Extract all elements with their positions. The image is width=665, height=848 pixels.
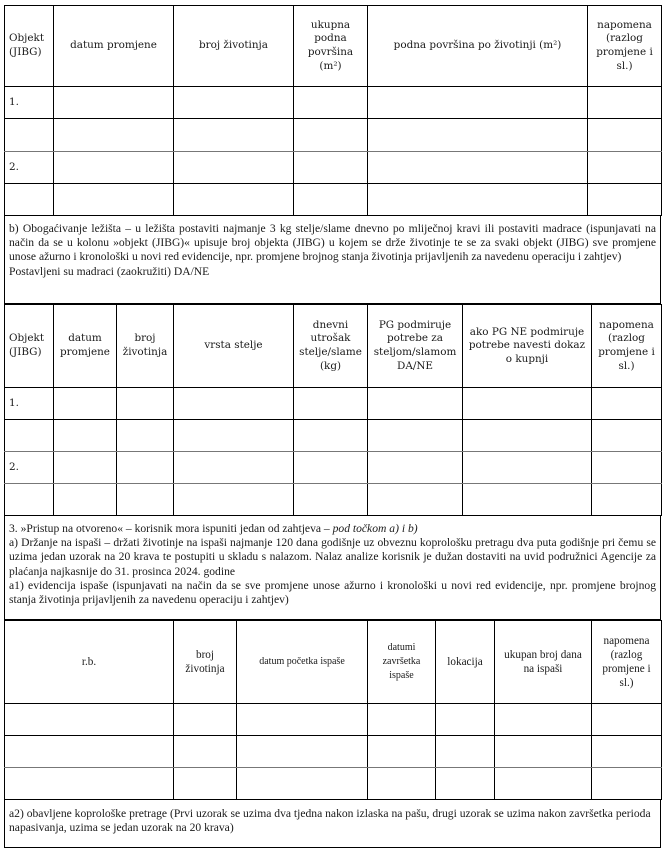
input-cell[interactable] [436, 736, 495, 768]
input-cell[interactable] [54, 151, 174, 183]
col-header-total-floor-area: ukupna podna površina (m²) [294, 6, 368, 87]
input-cell[interactable] [54, 484, 117, 516]
input-cell[interactable] [588, 87, 662, 119]
input-cell[interactable] [368, 452, 463, 484]
section-3a1-grazing-records-text: a1) evidencija ispaše (ispunjavati na način da se sve promjene unose ažurno i kronološki u novi red evidencije, npr. promjene brojnog stanja životinja prijavljenih za navedenu operaciju i zahtjev) [9, 578, 656, 607]
input-cell[interactable] [592, 768, 662, 800]
table-header-row [5, 6, 662, 87]
row-label [5, 484, 54, 516]
table-row [5, 119, 662, 151]
col-header-object: Objekt (JIBG) [5, 6, 54, 87]
input-cell[interactable] [495, 736, 592, 768]
table-row [5, 388, 662, 420]
input-cell[interactable] [174, 484, 294, 516]
col-header-note: napomena (razlog promjene i sl.) [592, 621, 662, 704]
input-cell[interactable] [294, 420, 368, 452]
input-cell[interactable] [174, 87, 294, 119]
input-cell[interactable] [174, 119, 294, 151]
col-header-floor-area-per-animal: podna površina po životinji (m²) [368, 6, 588, 87]
input-cell[interactable] [592, 736, 662, 768]
input-cell[interactable] [368, 484, 463, 516]
input-cell[interactable] [592, 420, 662, 452]
input-cell[interactable] [588, 183, 662, 215]
input-cell[interactable] [237, 768, 368, 800]
input-cell[interactable] [495, 704, 592, 736]
section-a2-coprology-text [4, 800, 661, 848]
table-row [5, 484, 662, 516]
input-cell[interactable] [368, 183, 588, 215]
input-cell[interactable] [174, 736, 237, 768]
input-cell[interactable] [294, 87, 368, 119]
col-header-daily-bedding-use: dnevni utrošak stelje/slame (kg) [294, 305, 368, 388]
input-cell[interactable] [463, 452, 592, 484]
form-page [4, 5, 661, 848]
col-header-grazing-end-dates: datumi završetka ispaše [368, 621, 436, 704]
input-cell[interactable] [294, 484, 368, 516]
col-header-animal-count: broj životinja [174, 621, 237, 704]
input-cell[interactable] [436, 768, 495, 800]
row-label[interactable] [5, 704, 174, 736]
input-cell[interactable] [495, 768, 592, 800]
input-cell[interactable] [174, 388, 294, 420]
section-3-title-plain: 3. »Pristup na otvoreno« – korisnik mora ispuniti jedan od zahtjeva – [9, 522, 333, 535]
input-cell[interactable] [117, 484, 174, 516]
col-header-change-date: datum promjene [54, 305, 117, 388]
input-cell[interactable] [54, 183, 174, 215]
table-row [5, 183, 662, 215]
input-cell[interactable] [294, 452, 368, 484]
floor-area-table [4, 5, 662, 216]
row-label [5, 183, 54, 215]
input-cell[interactable] [237, 736, 368, 768]
row-label[interactable] [5, 768, 174, 800]
input-cell[interactable] [117, 388, 174, 420]
input-cell[interactable] [174, 452, 294, 484]
table-row [5, 768, 662, 800]
grazing-records-table [4, 620, 662, 800]
table-header-row [5, 305, 662, 388]
row-label [5, 119, 54, 151]
input-cell[interactable] [294, 151, 368, 183]
row-label [5, 420, 54, 452]
table-row [5, 736, 662, 768]
bedding-table [4, 304, 662, 516]
input-cell[interactable] [368, 736, 436, 768]
section-3-title [9, 522, 656, 536]
section-3a-grazing-text: a) Držanje na ispaši – držati životinje na ispaši najmanje 120 dana godišnje uz obveznu koprološku pretragu dva puta godišnje pri čemu se uzima jedan uzorak na 20 krava te postupiti u skladu s nalazom. Nalaz analize korisnik je dužan dostaviti na uvid podružnici Agencije za plaćanja najkasnije do 31. prosinca 2024. godine [9, 536, 656, 578]
input-cell[interactable] [54, 420, 117, 452]
input-cell[interactable] [174, 420, 294, 452]
input-cell[interactable] [592, 452, 662, 484]
col-header-serial-number: r.b. [5, 621, 174, 704]
col-header-location: lokacija [436, 621, 495, 704]
mattress-question[interactable]: Postavljeni su madraci (zaokružiti) DA/NE [9, 264, 210, 278]
row-label: 1. [5, 87, 54, 119]
col-header-note: napomena (razlog promjene i sl.) [588, 6, 662, 87]
col-header-object: Objekt (JIBG) [5, 305, 54, 388]
input-cell[interactable] [588, 119, 662, 151]
col-header-animal-count: broj životinja [117, 305, 174, 388]
input-cell[interactable] [592, 388, 662, 420]
section-a2-description: a2) obavljene koprološke pretrage (Prvi uzorak se uzima dva tjedna nakon izlaska na pašu, drugi uzorak se uzima nakon završetka perioda napasivanja, uzima se jedan uzorak na 20 krava) [9, 807, 651, 835]
input-cell[interactable] [237, 704, 368, 736]
row-label[interactable] [5, 736, 174, 768]
col-header-self-supplied: PG podmiruje potrebe za steljom/slamom DA/NE [368, 305, 463, 388]
section-b-description: b) Obogaćivanje ležišta – u ležišta postaviti najmanje 3 kg stelje/slame dnevno po mliječnoj kravi ili postaviti madrace (ispunjavati na način da se u kolonu »objekt (JIBG)« upisuje broj objekta (JIBG) u kojem se drže životinje te se za svaki objekt (JIBG) sve promjene unose ažurno i kronološki u novi red evidencije, npr. promjene brojnog stanja životinja prijavljenih za navedenu operaciju i zahtjev) [9, 222, 656, 264]
input-cell[interactable] [174, 704, 237, 736]
col-header-change-date: datum promjene [54, 6, 174, 87]
col-header-grazing-start-date: datum početka ispaše [237, 621, 368, 704]
input-cell[interactable] [54, 119, 174, 151]
input-cell[interactable] [436, 704, 495, 736]
input-cell[interactable] [368, 119, 588, 151]
col-header-total-grazing-days: ukupan broj dana na ispaši [495, 621, 592, 704]
input-cell[interactable] [174, 768, 237, 800]
col-header-note: napomena (razlog promjene i sl.) [592, 305, 662, 388]
input-cell[interactable] [368, 151, 588, 183]
input-cell[interactable] [368, 388, 463, 420]
row-label: 2. [5, 151, 54, 183]
table-row [5, 452, 662, 484]
table-row [5, 704, 662, 736]
input-cell[interactable] [368, 704, 436, 736]
row-label: 1. [5, 388, 54, 420]
col-header-animal-count: broj životinja [174, 6, 294, 87]
row-label: 2. [5, 452, 54, 484]
input-cell[interactable] [463, 388, 592, 420]
input-cell[interactable] [368, 768, 436, 800]
input-cell[interactable] [592, 704, 662, 736]
input-cell[interactable] [294, 183, 368, 215]
input-cell[interactable] [588, 151, 662, 183]
input-cell[interactable] [463, 484, 592, 516]
col-header-purchase-proof: ako PG NE podmiruje potrebe navesti dokaz o kupnji [463, 305, 592, 388]
input-cell[interactable] [294, 119, 368, 151]
col-header-bedding-type: vrsta stelje [174, 305, 294, 388]
section-3-title-italic: pod točkom a) i b) [332, 522, 418, 535]
section-3-outdoor-access-text [4, 516, 661, 620]
input-cell[interactable] [592, 484, 662, 516]
input-cell[interactable] [294, 388, 368, 420]
input-cell[interactable] [174, 151, 294, 183]
input-cell[interactable] [54, 388, 117, 420]
input-cell[interactable] [54, 452, 117, 484]
input-cell[interactable] [463, 420, 592, 452]
input-cell[interactable] [117, 420, 174, 452]
input-cell[interactable] [174, 183, 294, 215]
table-header-row [5, 621, 662, 704]
input-cell[interactable] [368, 420, 463, 452]
section-b-bedding-text [4, 216, 661, 304]
input-cell[interactable] [368, 87, 588, 119]
table-row [5, 420, 662, 452]
input-cell[interactable] [117, 452, 174, 484]
input-cell[interactable] [54, 87, 174, 119]
table-row [5, 87, 662, 119]
table-row [5, 151, 662, 183]
